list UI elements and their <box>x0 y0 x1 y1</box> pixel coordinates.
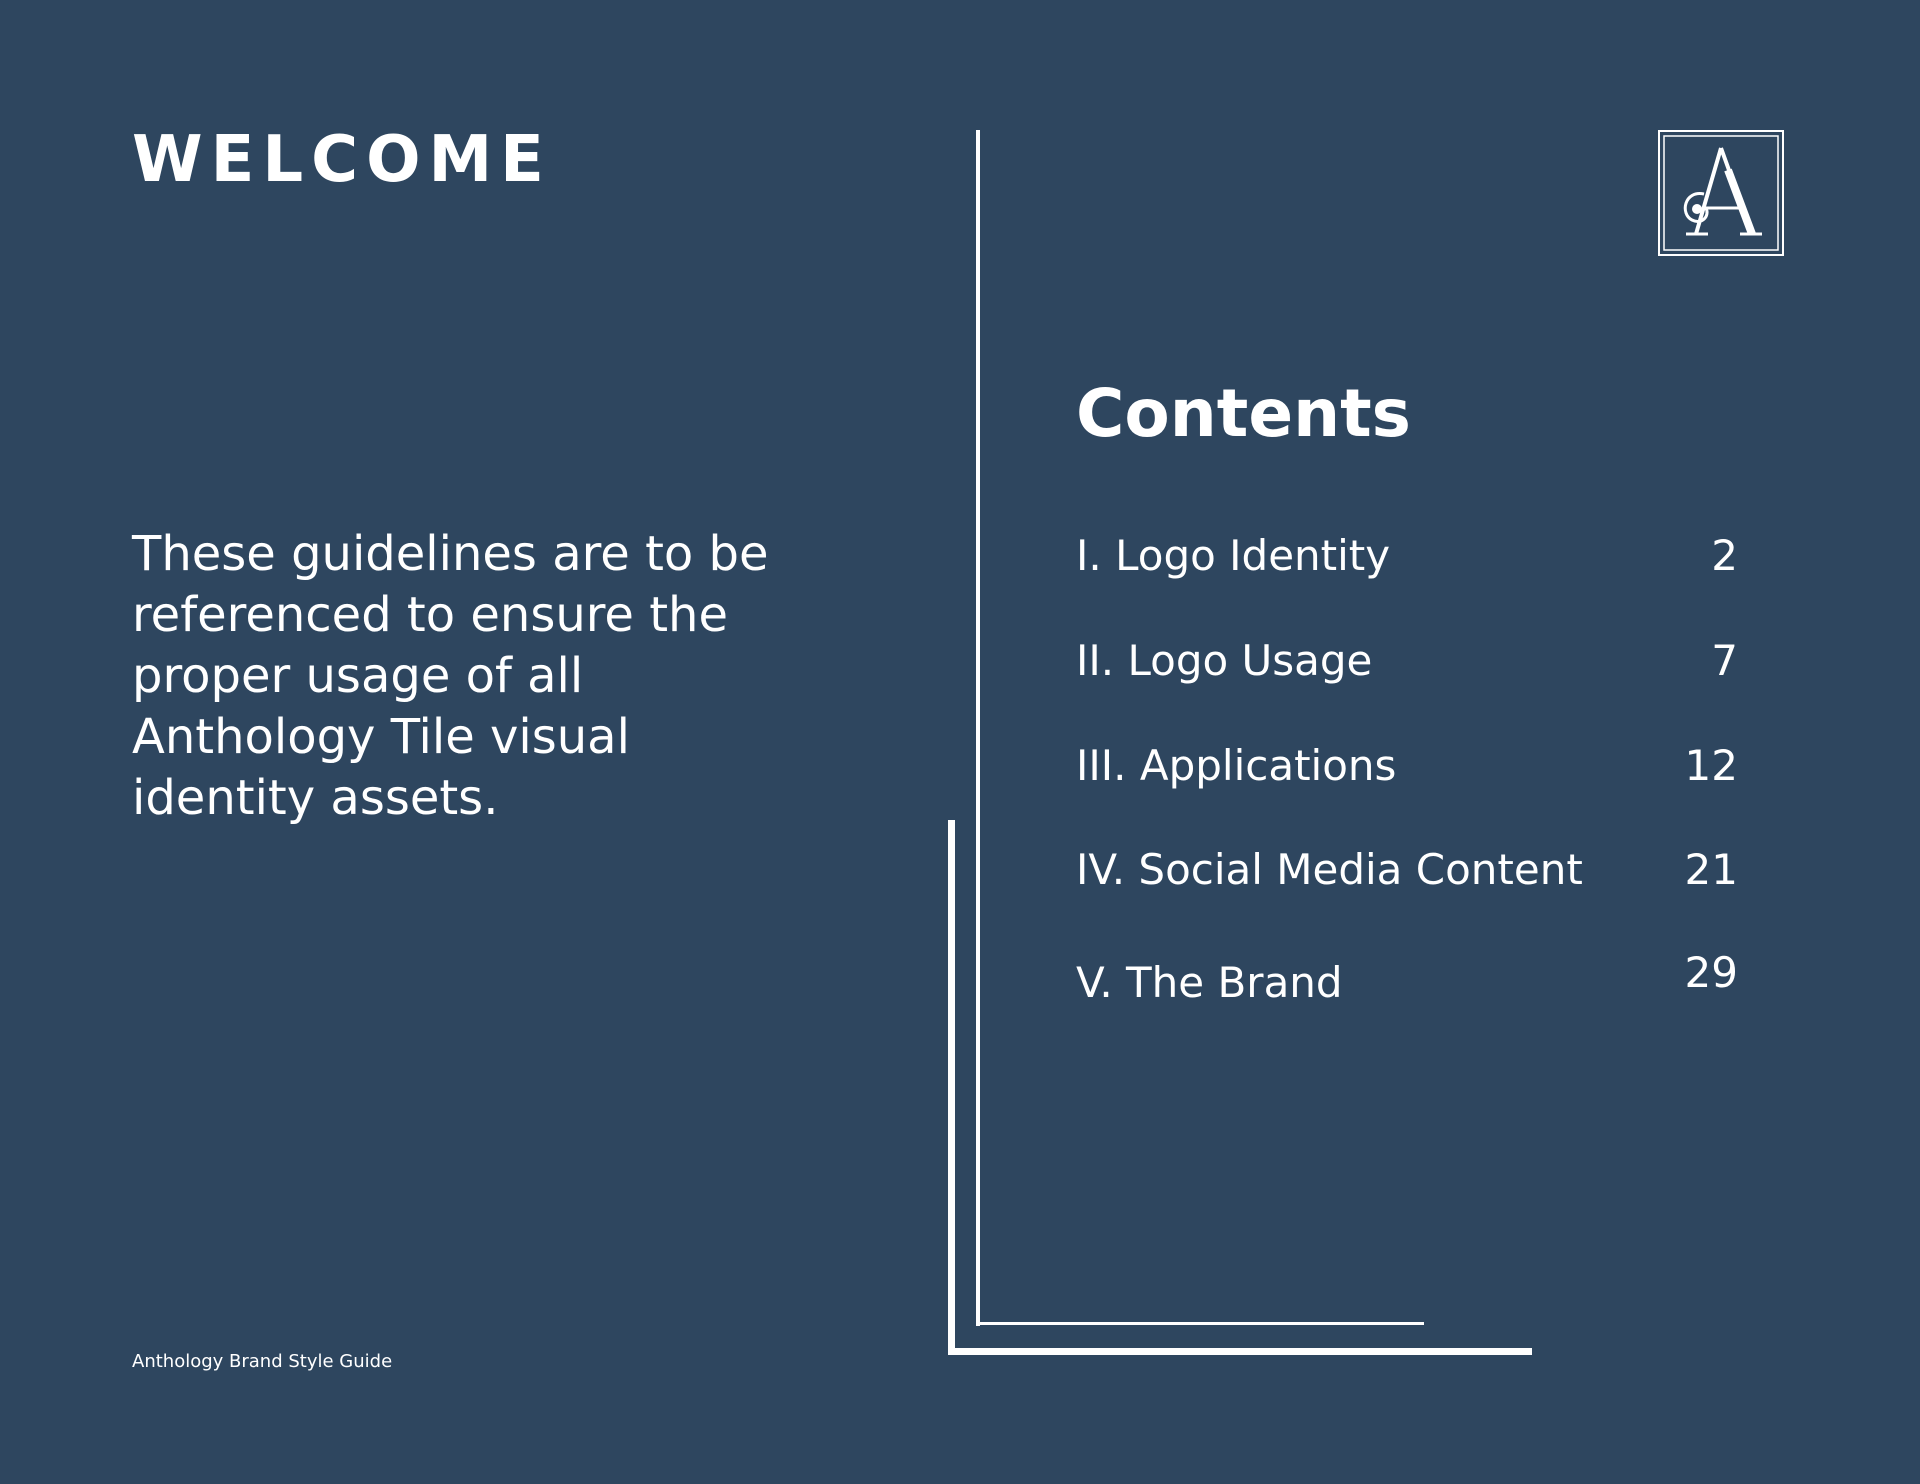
toc-item-label: I. Logo Identity <box>1076 531 1391 580</box>
toc-item-page: 12 <box>1684 741 1738 790</box>
footer-text: Anthology Brand Style Guide <box>132 1351 393 1372</box>
anthology-monogram-logo <box>1658 130 1784 256</box>
toc-item-page: 29 <box>1684 948 1738 997</box>
toc-item-page: 21 <box>1684 845 1738 894</box>
divider-horizontal-inner <box>976 1322 1424 1325</box>
toc-item[interactable] <box>1076 738 1738 794</box>
divider-vertical-outer <box>948 820 955 1354</box>
toc-item[interactable] <box>1076 528 1738 584</box>
toc-item-label: IV. Social Media Content <box>1076 845 1583 894</box>
page-title: WELCOME <box>132 123 552 197</box>
toc-item-label: II. Logo Usage <box>1076 636 1373 685</box>
divider-vertical-inner <box>976 130 980 1326</box>
intro-text: These guidelines are to be referenced to ensure the proper usage of all Anthology Tile visual identity assets. <box>132 526 769 826</box>
toc-item[interactable] <box>1076 633 1738 689</box>
toc-item[interactable] <box>1076 948 1738 1011</box>
divider-horizontal-outer <box>948 1348 1532 1355</box>
toc-item-label: V. The Brand <box>1076 958 1343 1007</box>
contents-title: Contents <box>1076 375 1411 452</box>
toc-item-page: 2 <box>1711 531 1738 580</box>
toc-item-page: 7 <box>1711 636 1738 685</box>
toc-item[interactable] <box>1076 842 1738 898</box>
toc-item-label: III. Applications <box>1076 741 1397 790</box>
